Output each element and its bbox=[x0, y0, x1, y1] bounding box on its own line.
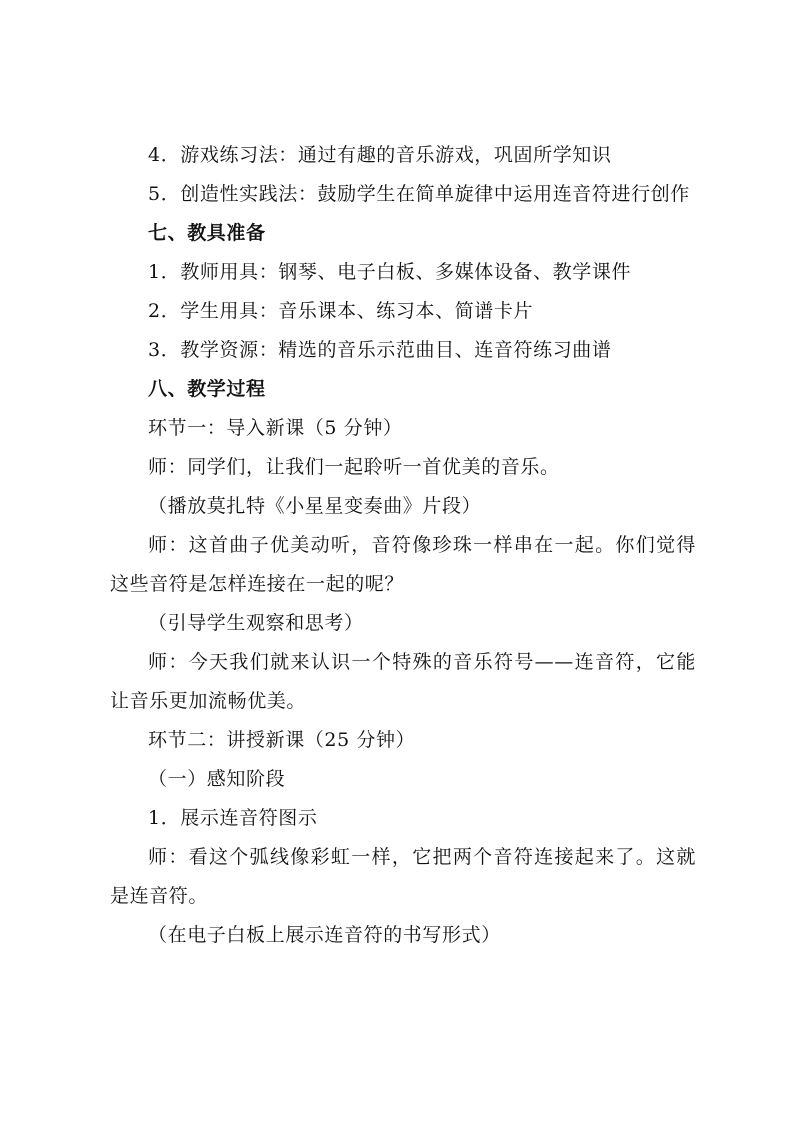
teaching-aid-resources: 3．教学资源：精选的音乐示范曲目、连音符练习曲谱 bbox=[148, 339, 612, 361]
teaching-aid-student: 2．学生用具：音乐课本、练习本、简谱卡片 bbox=[148, 300, 534, 322]
stage-direction-3: （在电子白板上展示连音符的书写形式） bbox=[148, 924, 501, 946]
stage-two-title: 环节二：讲授新课（25 分钟） bbox=[148, 729, 416, 751]
section-heading-teaching-process: 八、教学过程 bbox=[148, 378, 266, 400]
teaching-method-4: 4．游戏练习法：通过有趣的音乐游戏，巩固所学知识 bbox=[148, 144, 612, 166]
step-show-diagram: 1．展示连音符图示 bbox=[148, 807, 318, 829]
teacher-line-2: 师：这首曲子优美动听，音符像珍珠一样串在一起。你们觉得这些音符是怎样连接在一起的呢？ bbox=[110, 534, 696, 595]
section-heading-teaching-aids: 七、教具准备 bbox=[148, 222, 266, 244]
document-body bbox=[110, 136, 696, 955]
stage-one-title: 环节一：导入新课（5 分钟） bbox=[148, 417, 403, 439]
stage-direction-1: （播放莫扎特《小星星变奏曲》片段） bbox=[148, 495, 482, 517]
teacher-line-4: 师：看这个弧线像彩虹一样，它把两个音符连接起来了。这就是连音符。 bbox=[110, 846, 696, 907]
subsection-perception: （一）感知阶段 bbox=[148, 768, 286, 790]
teacher-line-3: 师：今天我们就来认识一个特殊的音乐符号——连音符，它能让音乐更加流畅优美。 bbox=[110, 651, 696, 712]
teacher-line-1: 师：同学们，让我们一起聆听一首优美的音乐。 bbox=[148, 456, 560, 478]
teaching-method-5: 5．创造性实践法：鼓励学生在简单旋律中运用连音符进行创作 bbox=[148, 183, 690, 205]
teaching-aid-teacher: 1．教师用具：钢琴、电子白板、多媒体设备、教学课件 bbox=[148, 261, 632, 283]
stage-direction-2: （引导学生观察和思考） bbox=[148, 612, 364, 634]
